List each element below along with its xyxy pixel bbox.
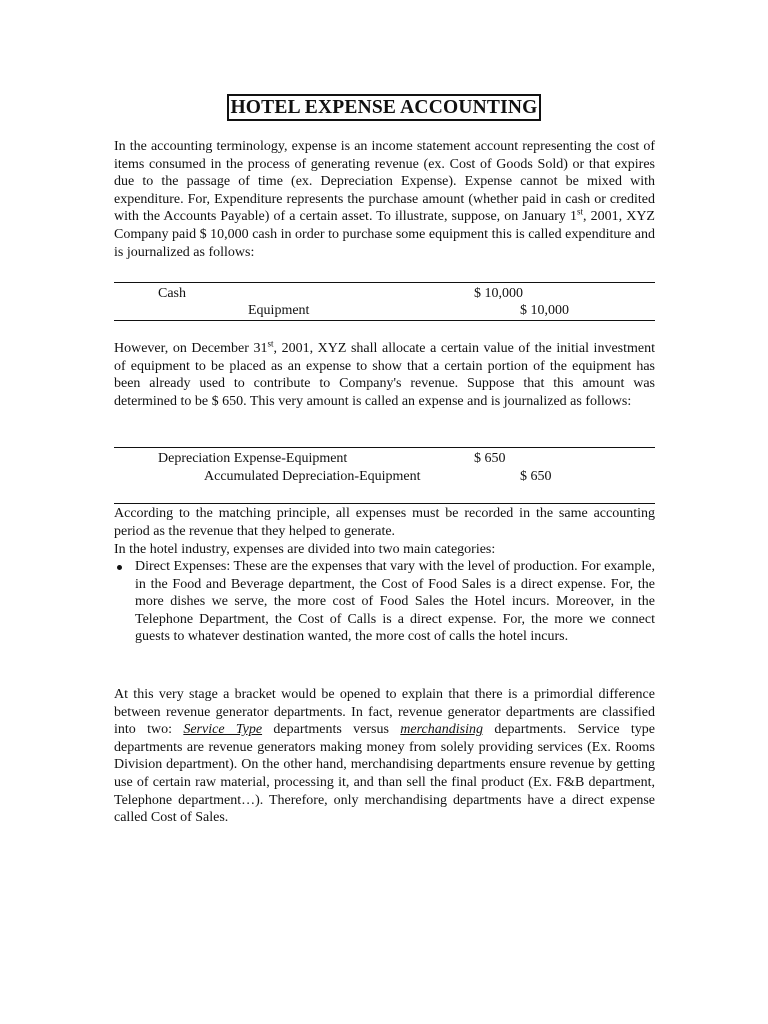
journal2-bottom-rule xyxy=(114,503,655,504)
document-title: HOTEL EXPENSE ACCOUNTING xyxy=(227,94,541,121)
para5-text-3: departments. Service type departments are revenue generators making money from solely providing services (Ex. Rooms Division department). On the other hand, merchandising departments ensure revenue by getting use of certain raw material, processing it, and than sell the final product (Ex. F&B department, Telephone department…). Therefore, only merchandising departments have a direct expense called Cost of Sales. xyxy=(114,722,655,826)
intro-paragraph xyxy=(114,138,655,261)
journal1-debit-amount: $ 10,000 xyxy=(474,286,523,301)
para5-text-1: At this very stage a bracket would be opened to explain that there is a primordial difference between revenue generator departments. In fact, revenue generator departments are classified into two: xyxy=(114,687,655,738)
paragraph-5 xyxy=(114,686,655,827)
journal2-debit-amount: $ 650 xyxy=(474,451,506,466)
journal1-bottom-rule xyxy=(114,320,655,321)
journal2-credit-amount: $ 650 xyxy=(520,469,552,484)
paragraph-2 xyxy=(114,340,655,410)
journal1-top-rule xyxy=(114,282,655,283)
paragraph-4: In the hotel industry, expenses are divided into two main categories: xyxy=(114,542,496,557)
paragraph-3: According to the matching principle, all expenses must be recorded in the same accounting period as the revenue that they helped to generate. xyxy=(114,506,655,539)
intro-superscript: st xyxy=(577,206,584,217)
bullet-dot-icon xyxy=(117,565,122,570)
intro-text-start: In the accounting terminology, expense is an income statement account representing the cost of items consumed in the process of generating revenue (ex. Cost of Goods Sold) or that expires due to the passage of time (ex. Depreciation Expense). Expense cannot be mixed with expenditure. For, Expenditure represents the purchase amount (whether paid in cash or credited with the Accounts Payable) of a certain asset. To illustrate, suppose, on January 1 xyxy=(114,139,655,225)
merchandising-emphasis: merchandising xyxy=(400,722,483,738)
journal2-top-rule xyxy=(114,447,655,448)
para2-text-start: However, on December 31 xyxy=(114,341,268,356)
journal1-credit-account: Equipment xyxy=(248,303,310,318)
journal2-credit-account: Accumulated Depreciation-Equipment xyxy=(204,469,421,484)
para2-text-end: , 2001, XYZ shall allocate a certain value of the initial investment of equipment to be placed as an expense to show that a certain portion of the equipment has been already used to contribute to Company's revenue. Suppose that this amount was determined to be $ 650. This very amount is called an expense and is journalized as follows: xyxy=(114,341,655,409)
journal2-debit-account: Depreciation Expense-Equipment xyxy=(158,451,348,466)
bullet-direct-expenses: Direct Expenses: These are the expenses that vary with the level of production. For example, in the Food and Beverage department, the Cost of Food Sales is a direct expense. For, the more dishes we serve, the more cost of Food Sales the Hotel incurs. Moreover, in the Telephone Department, the Cost of Calls is a direct expense. For, the more we connect guests to whatever destination wanted, the more cost of calls the hotel incurs. xyxy=(135,559,655,645)
service-type-emphasis: Service Type xyxy=(183,722,263,738)
journal1-debit-account: Cash xyxy=(158,286,186,301)
intro-text-end: , 2001, XYZ Company paid $ 10,000 cash in order to purchase some equipment this is called expenditure and is journalized as follows: xyxy=(114,209,655,260)
para2-superscript: st xyxy=(267,338,274,349)
journal1-credit-amount: $ 10,000 xyxy=(520,303,569,318)
para5-text-2: departments versus xyxy=(262,722,401,738)
